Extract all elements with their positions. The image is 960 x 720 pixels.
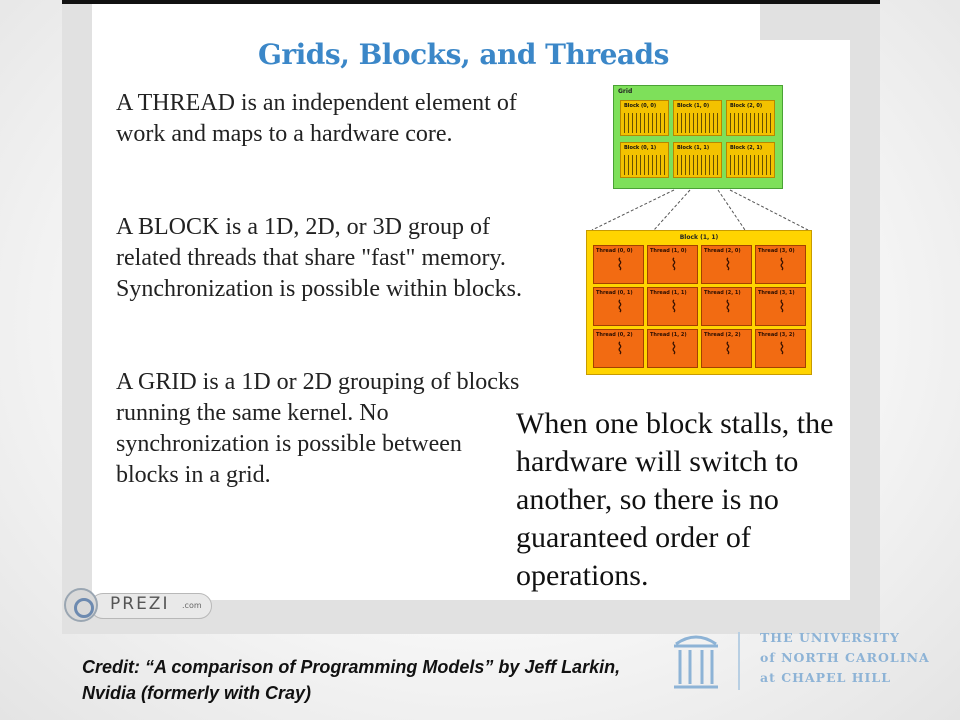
thread-label: Thread (1, 1) — [650, 290, 687, 296]
thread-cell — [647, 329, 698, 368]
thread-label: Thread (3, 0) — [758, 248, 795, 254]
credit-line: Credit: “A comparison of Programming Models” by Jeff Larkin, Nvidia (formerly with Cray) — [82, 657, 621, 703]
slide-title: Grids, Blocks, and Threads — [258, 38, 669, 71]
grid-block-label: Block (1, 0) — [677, 103, 710, 109]
thread-squiggle-icon: ⌇ — [778, 339, 786, 358]
grid-block-cell — [726, 142, 775, 178]
grid-block-label: Block (0, 0) — [624, 103, 657, 109]
block-definition: A BLOCK is a 1D, 2D, or 3D group of related threads that share "fast" memory. Synchronization is possible within blocks. — [116, 214, 522, 302]
thread-cell — [701, 245, 752, 284]
grid-block-cell — [620, 142, 669, 178]
grid-block-cell — [673, 100, 722, 136]
thread-definition: A THREAD is an independent element of work and maps to a hardware core. — [116, 90, 517, 147]
thread-squiggles — [677, 155, 718, 175]
grid-block-label: Block (2, 1) — [730, 145, 763, 151]
thread-label: Thread (3, 2) — [758, 332, 795, 338]
thread-squiggle-icon: ⌇ — [616, 339, 624, 358]
thread-squiggle-icon: ⌇ — [670, 339, 678, 358]
old-well-icon — [670, 630, 722, 692]
prezi-wordmark: PREZI — [110, 594, 170, 614]
thread-squiggle-icon: ⌇ — [616, 255, 624, 274]
thread-squiggle-icon: ⌇ — [724, 297, 732, 316]
thread-squiggles — [730, 155, 771, 175]
thread-cell — [647, 287, 698, 326]
prezi-logo[interactable] — [64, 585, 212, 625]
thread-label: Thread (0, 1) — [596, 290, 633, 296]
thread-label: Thread (2, 0) — [704, 248, 741, 254]
thread-squiggle-icon: ⌇ — [778, 255, 786, 274]
thread-cell — [593, 287, 644, 326]
university-wordmark — [760, 628, 950, 688]
thread-cell — [701, 329, 752, 368]
grid-diagram — [613, 85, 783, 189]
thread-squiggle-icon: ⌇ — [724, 339, 732, 358]
thread-label: Thread (3, 1) — [758, 290, 795, 296]
thread-cell — [593, 245, 644, 284]
grid-block-cell — [620, 100, 669, 136]
grid-block-cell — [726, 100, 775, 136]
thread-squiggles — [624, 113, 665, 133]
thread-cell — [593, 329, 644, 368]
university-line: THE UNIVERSITY — [760, 630, 900, 645]
thread-label: Thread (1, 0) — [650, 248, 687, 254]
university-line: at CHAPEL HILL — [760, 670, 891, 685]
prezi-domain: .com — [182, 601, 202, 610]
thread-cell — [701, 287, 752, 326]
stall-note: When one block stalls, the hardware will switch to another, so there is no guaranteed order of operations. — [516, 407, 834, 592]
thread-cell — [755, 329, 806, 368]
thread-label: Thread (0, 0) — [596, 248, 633, 254]
block-diagram — [586, 230, 812, 375]
grid-block-cell — [673, 142, 722, 178]
grid-block-label: Block (2, 0) — [730, 103, 763, 109]
prezi-zoom-icon — [64, 588, 98, 622]
thread-squiggle-icon: ⌇ — [616, 297, 624, 316]
thread-cell — [755, 287, 806, 326]
thread-squiggle-icon: ⌇ — [724, 255, 732, 274]
thread-squiggle-icon: ⌇ — [670, 297, 678, 316]
grid-label: Grid — [618, 88, 633, 95]
block-title: Block (1, 1) — [679, 234, 719, 241]
thread-cell — [755, 245, 806, 284]
university-line: of NORTH CAROLINA — [760, 650, 930, 665]
thread-squiggles — [624, 155, 665, 175]
thread-label: Thread (2, 2) — [704, 332, 741, 338]
thread-squiggles — [730, 113, 771, 133]
footer-divider — [738, 632, 740, 690]
grid-block-label: Block (1, 1) — [677, 145, 710, 151]
thread-label: Thread (2, 1) — [704, 290, 741, 296]
grid-definition: A GRID is a 1D or 2D grouping of blocks running the same kernel. No synchronization is possible between blocks in a grid. — [116, 369, 520, 488]
thread-cell — [647, 245, 698, 284]
thread-squiggle-icon: ⌇ — [778, 297, 786, 316]
thread-squiggle-icon: ⌇ — [670, 255, 678, 274]
thread-squiggles — [677, 113, 718, 133]
thread-label: Thread (1, 2) — [650, 332, 687, 338]
grid-block-label: Block (0, 1) — [624, 145, 657, 151]
thread-label: Thread (0, 2) — [596, 332, 633, 338]
